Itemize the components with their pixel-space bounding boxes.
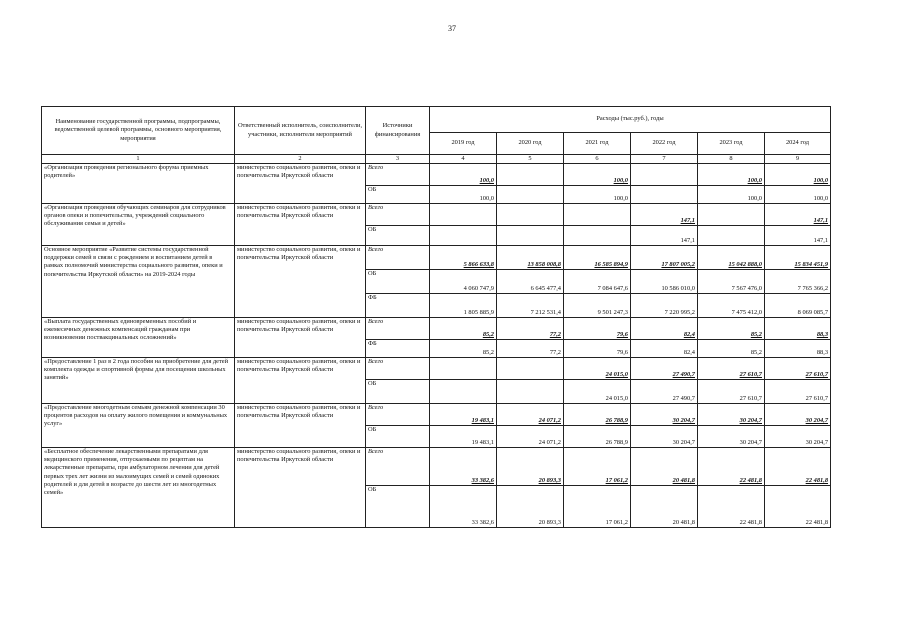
table-row: [42, 318, 831, 340]
amount-cell: 27 610,7: [698, 380, 765, 404]
amount-cell: 100,0: [765, 164, 831, 186]
amount-cell: 27 610,7: [765, 380, 831, 404]
activity-name: «Предоставление 1 раз в 2 года пособия на приобретение для детей комплекта одежды и спортивной формы для посещения школьных занятий»: [42, 358, 235, 404]
header-expenses: Расходы (тыс.руб.), годы: [430, 107, 831, 133]
amount-cell: 88,3: [765, 318, 831, 340]
activity-name: «Организация проведения регионального форума приемных родителей»: [42, 164, 235, 204]
amount-cell: 20 481,8: [631, 448, 698, 486]
funding-source: Всего: [366, 204, 430, 226]
amount-cell: [430, 204, 497, 226]
funding-source: Всего: [366, 318, 430, 340]
activity-name: «Выплата государственных единовременных пособий и ежемесячных денежных компенсаций гражданам при возникновении поствакцинальных осложнений»: [42, 318, 235, 358]
amount-cell: 9 501 247,3: [564, 294, 631, 318]
amount-cell: 147,1: [765, 204, 831, 226]
amount-cell: 7 212 531,4: [497, 294, 564, 318]
amount-cell: 22 481,8: [698, 448, 765, 486]
amount-cell: 88,3: [765, 340, 831, 358]
amount-cell: [564, 226, 631, 246]
amount-cell: [497, 358, 564, 380]
amount-cell: 82,4: [631, 340, 698, 358]
amount-cell: 100,0: [765, 186, 831, 204]
amount-cell: 6 645 477,4: [497, 270, 564, 294]
funding-source: ОБ: [366, 380, 430, 404]
amount-cell: [564, 204, 631, 226]
amount-cell: 22 481,8: [765, 448, 831, 486]
amount-cell: 19 483,1: [430, 404, 497, 426]
amount-cell: 5 866 633,8: [430, 246, 497, 270]
amount-cell: 79,6: [564, 318, 631, 340]
executor: министерство социального развития, опеки и попечительства Иркутской области: [235, 358, 366, 404]
amount-cell: 1 805 885,9: [430, 294, 497, 318]
col-number: 1: [42, 155, 235, 164]
year-2022: 2022 год: [631, 133, 698, 155]
amount-cell: 24 015,0: [564, 358, 631, 380]
amount-cell: 19 483,1: [430, 426, 497, 448]
amount-cell: [430, 358, 497, 380]
amount-cell: 82,4: [631, 318, 698, 340]
amount-cell: 7 475 412,0: [698, 294, 765, 318]
amount-cell: [430, 226, 497, 246]
amount-cell: 10 586 010,0: [631, 270, 698, 294]
amount-cell: 100,0: [564, 164, 631, 186]
amount-cell: 79,6: [564, 340, 631, 358]
amount-cell: 26 788,9: [564, 404, 631, 426]
funding-source: ОБ: [366, 426, 430, 448]
amount-cell: 26 788,9: [564, 426, 631, 448]
amount-cell: 100,0: [430, 164, 497, 186]
funding-source: ОБ: [366, 226, 430, 246]
table-row: [42, 246, 831, 270]
amount-cell: 30 204,7: [765, 426, 831, 448]
amount-cell: 30 204,7: [765, 404, 831, 426]
amount-cell: [497, 226, 564, 246]
table-row: [42, 404, 831, 426]
amount-cell: 7 084 647,6: [564, 270, 631, 294]
amount-cell: [631, 164, 698, 186]
col-number: 6: [564, 155, 631, 164]
amount-cell: 100,0: [698, 164, 765, 186]
table-row: [42, 164, 831, 186]
amount-cell: 17 061,2: [564, 486, 631, 528]
funding-source: Всего: [366, 448, 430, 486]
amount-cell: 147,1: [631, 204, 698, 226]
amount-cell: 30 204,7: [631, 404, 698, 426]
amount-cell: 24 015,0: [564, 380, 631, 404]
col-number: 5: [497, 155, 564, 164]
amount-cell: 20 893,3: [497, 486, 564, 528]
funding-source: Всего: [366, 404, 430, 426]
header-executor: Ответственный исполнитель, соисполнители, участники, исполнители мероприятий: [235, 107, 366, 155]
amount-cell: 147,1: [765, 226, 831, 246]
year-2021: 2021 год: [564, 133, 631, 155]
col-number: 8: [698, 155, 765, 164]
table-row: [42, 204, 831, 226]
header-name: Наименование государственной программы, подпрограммы, ведомственной целевой программы, основного мероприятия, мероприятия: [42, 107, 235, 155]
table-row: [42, 448, 831, 486]
amount-cell: 33 382,6: [430, 448, 497, 486]
year-2023: 2023 год: [698, 133, 765, 155]
year-2020: 2020 год: [497, 133, 564, 155]
executor: министерство социального развития, опеки и попечительства Иркутской области: [235, 164, 366, 204]
activity-name: «Бесплатное обеспечение лекарственными препаратами для медицинского применения, отпускаемыми по рецептам на лекарственные препараты, при амбулаторном лечении для детей первых трех лет жизни из малоимущих семей и семей одиноких родителей и для детей в возрасте до шести лет из многодетных семей»: [42, 448, 235, 528]
amount-cell: 20 893,3: [497, 448, 564, 486]
col-number: 2: [235, 155, 366, 164]
amount-cell: 24 071,2: [497, 404, 564, 426]
amount-cell: 85,2: [698, 318, 765, 340]
amount-cell: 27 490,7: [631, 358, 698, 380]
amount-cell: 4 060 747,9: [430, 270, 497, 294]
amount-cell: 85,2: [430, 340, 497, 358]
amount-cell: [497, 164, 564, 186]
amount-cell: [430, 380, 497, 404]
col-number: 4: [430, 155, 497, 164]
executor: министерство социального развития, опеки и попечительства Иркутской области: [235, 246, 366, 318]
amount-cell: 30 204,7: [631, 426, 698, 448]
amount-cell: 30 204,7: [698, 426, 765, 448]
table-row: [42, 358, 831, 380]
amount-cell: 85,2: [430, 318, 497, 340]
amount-cell: 100,0: [698, 186, 765, 204]
activity-name: Основное мероприятие «Развитие системы государственной поддержки семей в связи с рождением и воспитанием детей в рамках полномочий министерства социального развития, опеки и попечительства Иркутской области» на 2019-2024 годы: [42, 246, 235, 318]
amount-cell: 20 481,8: [631, 486, 698, 528]
col-number: 9: [765, 155, 831, 164]
amount-cell: 17 807 005,2: [631, 246, 698, 270]
funding-source: ФБ: [366, 340, 430, 358]
executor: министерство социального развития, опеки и попечительства Иркутской области: [235, 204, 366, 246]
amount-cell: 22 481,8: [698, 486, 765, 528]
amount-cell: 7 765 366,2: [765, 270, 831, 294]
amount-cell: 77,2: [497, 318, 564, 340]
year-2019: 2019 год: [430, 133, 497, 155]
amount-cell: [631, 186, 698, 204]
amount-cell: [497, 186, 564, 204]
funding-source: Всего: [366, 246, 430, 270]
col-number: 3: [366, 155, 430, 164]
amount-cell: 27 490,7: [631, 380, 698, 404]
amount-cell: 30 204,7: [698, 404, 765, 426]
year-2024: 2024 год: [765, 133, 831, 155]
amount-cell: 22 481,8: [765, 486, 831, 528]
amount-cell: 7 567 476,0: [698, 270, 765, 294]
amount-cell: 100,0: [564, 186, 631, 204]
amount-cell: 16 585 894,9: [564, 246, 631, 270]
amount-cell: 77,2: [497, 340, 564, 358]
funding-source: ОБ: [366, 186, 430, 204]
amount-cell: 15 042 888,0: [698, 246, 765, 270]
amount-cell: 33 382,6: [430, 486, 497, 528]
amount-cell: [698, 226, 765, 246]
funding-source: ОБ: [366, 486, 430, 528]
funding-source: ОБ: [366, 270, 430, 294]
activity-name: «Предоставление многодетным семьям денежной компенсации 30 процентов расходов на оплату жилого помещения и коммунальных услуг»: [42, 404, 235, 448]
amount-cell: 147,1: [631, 226, 698, 246]
executor: министерство социального развития, опеки и попечительства Иркутской области: [235, 404, 366, 448]
executor: министерство социального развития, опеки и попечительства Иркутской области: [235, 448, 366, 528]
col-number: 7: [631, 155, 698, 164]
amount-cell: [698, 204, 765, 226]
amount-cell: [497, 380, 564, 404]
funding-source: ФБ: [366, 294, 430, 318]
funding-source: Всего: [366, 358, 430, 380]
amount-cell: 27 610,7: [698, 358, 765, 380]
activity-name: «Организация проведения обучающих семинаров для сотрудников органов опеки и попечительства, учреждений социального обслуживания семьи и детей»: [42, 204, 235, 246]
amount-cell: 27 610,7: [765, 358, 831, 380]
amount-cell: 24 071,2: [497, 426, 564, 448]
executor: министерство социального развития, опеки и попечительства Иркутской области: [235, 318, 366, 358]
amount-cell: 8 069 085,7: [765, 294, 831, 318]
page-number: 37: [448, 24, 456, 33]
amount-cell: 15 834 451,9: [765, 246, 831, 270]
amount-cell: 17 061,2: [564, 448, 631, 486]
amount-cell: [497, 204, 564, 226]
amount-cell: 100,0: [430, 186, 497, 204]
header-source: Источники финансирования: [366, 107, 430, 155]
expenses-table: [41, 106, 831, 528]
amount-cell: 85,2: [698, 340, 765, 358]
amount-cell: 13 858 008,8: [497, 246, 564, 270]
funding-source: Всего: [366, 164, 430, 186]
amount-cell: 7 220 995,2: [631, 294, 698, 318]
